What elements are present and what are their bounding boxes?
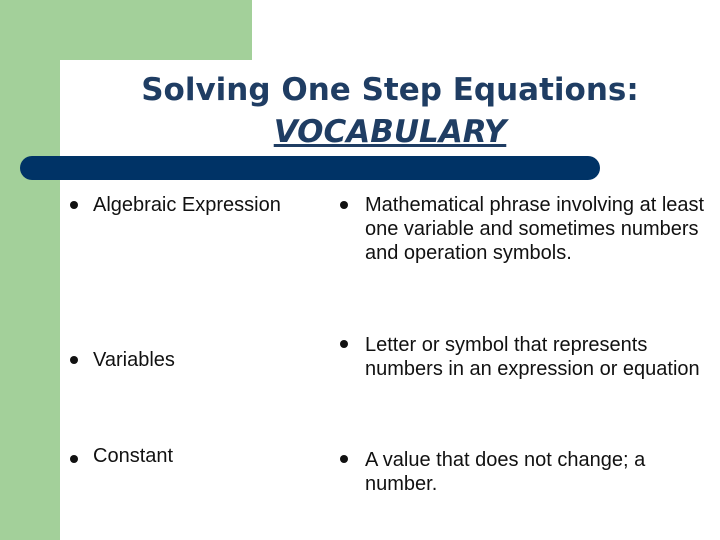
divider-bar (20, 156, 600, 180)
background-band-top (0, 0, 252, 60)
vocab-definition: Letter or symbol that represents numbers in an expression or equation (365, 334, 700, 380)
bullet-icon (340, 201, 348, 209)
bullet-icon (70, 201, 78, 209)
bullet-icon (70, 356, 78, 364)
vocab-term: Variables (93, 349, 175, 371)
slide-title (60, 68, 720, 152)
title-subtitle: VOCABULARY (273, 114, 507, 150)
vocab-definition: Mathematical phrase involving at least one variable and sometimes numbers and operation symbols. (365, 194, 705, 264)
bullet-icon (70, 455, 78, 463)
title-main: Solving One Step Equations: (141, 72, 639, 108)
bullet-icon (340, 455, 348, 463)
vocab-term: Constant (93, 445, 174, 467)
bullet-icon (340, 340, 348, 348)
vocab-term: Algebraic Expression (93, 194, 281, 216)
vocab-definition: A value that does not change; a number. (365, 449, 646, 495)
background-band-left (0, 0, 60, 540)
